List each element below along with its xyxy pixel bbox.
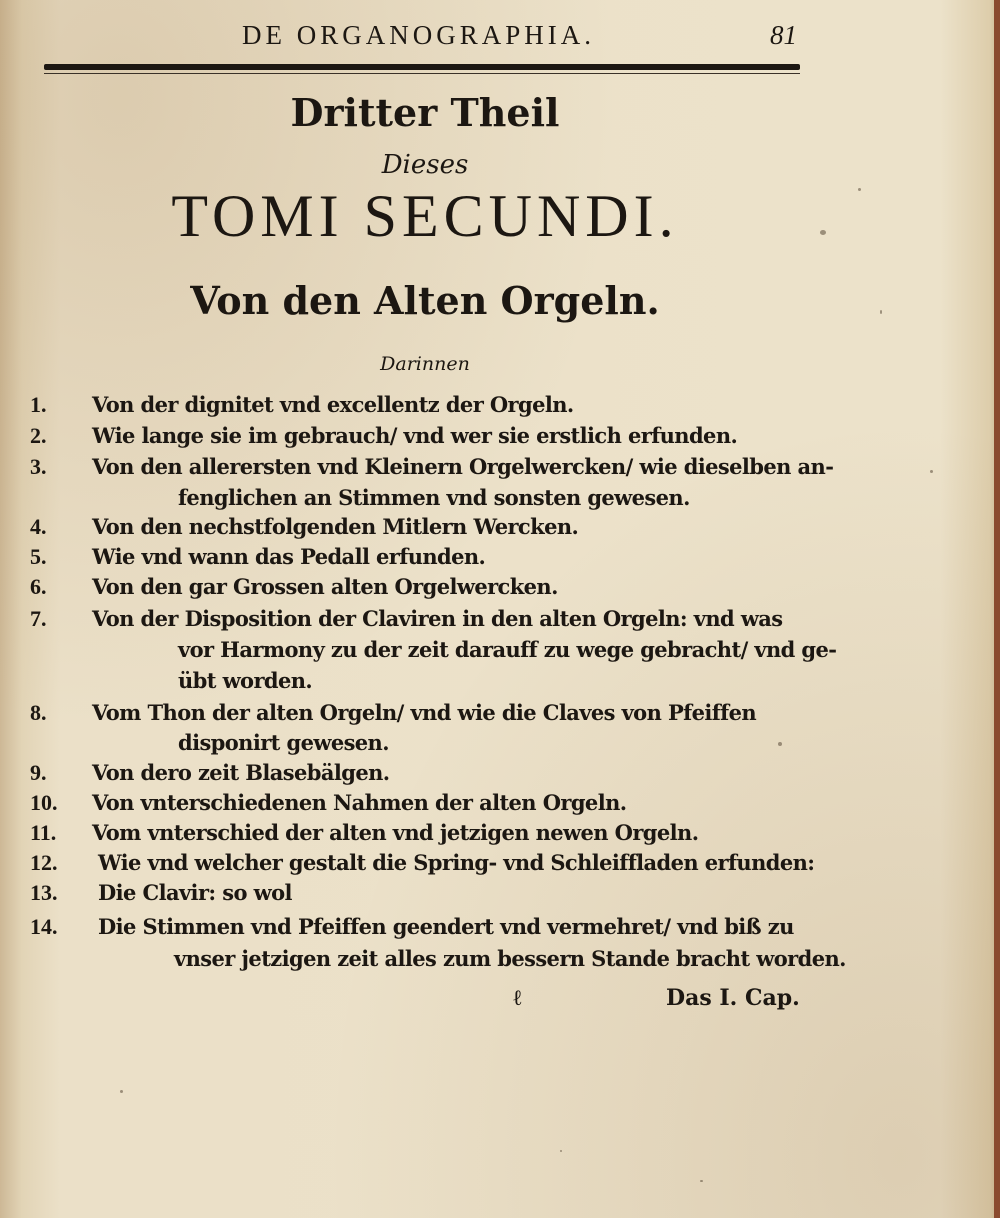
toc-entry-number: 14. <box>30 914 58 939</box>
toc-entry-number: 1. <box>30 392 47 417</box>
paper-speck <box>778 742 782 746</box>
toc-entry-line: Die Stimmen vnd Pfeiffen geendert vnd vermehret/ vnd biß zu <box>98 914 794 939</box>
toc-entry-line: Von den allerersten vnd Kleinern Orgelwercken/ wie dieselben an- <box>92 454 834 479</box>
toc-entry-number: 6. <box>30 574 47 599</box>
paper-speck <box>858 188 861 191</box>
toc-entry-line: Die Clavir: so wol <box>98 880 292 905</box>
toc-entry-line: vnser jetzigen zeit alles zum bessern Stande bracht worden. <box>174 946 846 971</box>
tomi-heading: TOMI SECUNDI. <box>171 183 679 249</box>
toc-entry-line: Von den gar Grossen alten Orgelwercken. <box>92 574 558 599</box>
toc-entry-line: übt worden. <box>178 668 313 693</box>
toc-entry-number: 9. <box>30 760 47 785</box>
toc-entry-number: 12. <box>30 850 58 875</box>
paper-speck <box>700 1180 703 1182</box>
toc-entry-line: Vom vnterschied der alten vnd jetzigen newen Orgeln. <box>92 820 699 845</box>
toc-entry-number: 11. <box>30 820 57 845</box>
toc-entry-line: fenglichen an Stimmen vnd sonsten gewesen. <box>178 485 690 510</box>
running-title: DE ORGANOGRAPHIA. <box>242 20 596 50</box>
dieses-line: Dieses <box>381 150 469 180</box>
toc-entry-line: vor Harmony zu der zeit darauff zu wege gebracht/ vnd ge- <box>178 637 837 662</box>
toc-entry-line: Wie vnd welcher gestalt die Spring- vnd Schleiffladen erfunden: <box>98 850 815 875</box>
toc-entry-number: 8. <box>30 700 47 725</box>
paper-speck <box>560 1150 562 1152</box>
toc-entry-line: Wie vnd wann das Pedall erfunden. <box>92 544 486 569</box>
toc-entry-number: 10. <box>30 790 58 815</box>
signature-mark: ℓ <box>512 986 523 1011</box>
darinnen-line: Darinnen <box>380 353 470 375</box>
toc-entry-line: Wie lange sie im gebrauch/ vnd wer sie erstlich erfunden. <box>92 423 738 448</box>
toc-entry-number: 7. <box>30 606 47 631</box>
toc-entry-line: Von den nechstfolgenden Mitlern Wercken. <box>92 514 579 539</box>
toc-entry-number: 13. <box>30 880 58 905</box>
part-heading: Dritter Theil <box>290 90 560 135</box>
paper-speck <box>880 310 882 314</box>
toc-entry-line: Von der Disposition der Claviren in den alten Orgeln: vnd was <box>92 606 783 631</box>
toc-entry-line: Von dero zeit Blasebälgen. <box>92 760 390 785</box>
toc-entry-line: Von der dignitet vnd excellentz der Orgeln. <box>92 392 574 417</box>
catchword: Das I. Cap. <box>666 985 800 1011</box>
paper-speck <box>930 470 933 473</box>
toc-entry-line: disponirt gewesen. <box>178 730 389 755</box>
toc-entry-number: 2. <box>30 423 47 448</box>
toc-entry-line: Vom Thon der alten Orgeln/ vnd wie die Claves von Pfeiffen <box>92 700 757 725</box>
toc-entry-number: 5. <box>30 544 47 569</box>
paper-speck <box>820 230 826 235</box>
page-number: 81 <box>770 20 797 50</box>
toc-entry-number: 4. <box>30 514 47 539</box>
subtitle-heading: Von den Alten Orgeln. <box>190 278 660 323</box>
paper-speck <box>120 1090 123 1093</box>
toc-entry-number: 3. <box>30 454 47 479</box>
toc-entry-line: Von vnterschiedenen Nahmen der alten Orgeln. <box>92 790 627 815</box>
